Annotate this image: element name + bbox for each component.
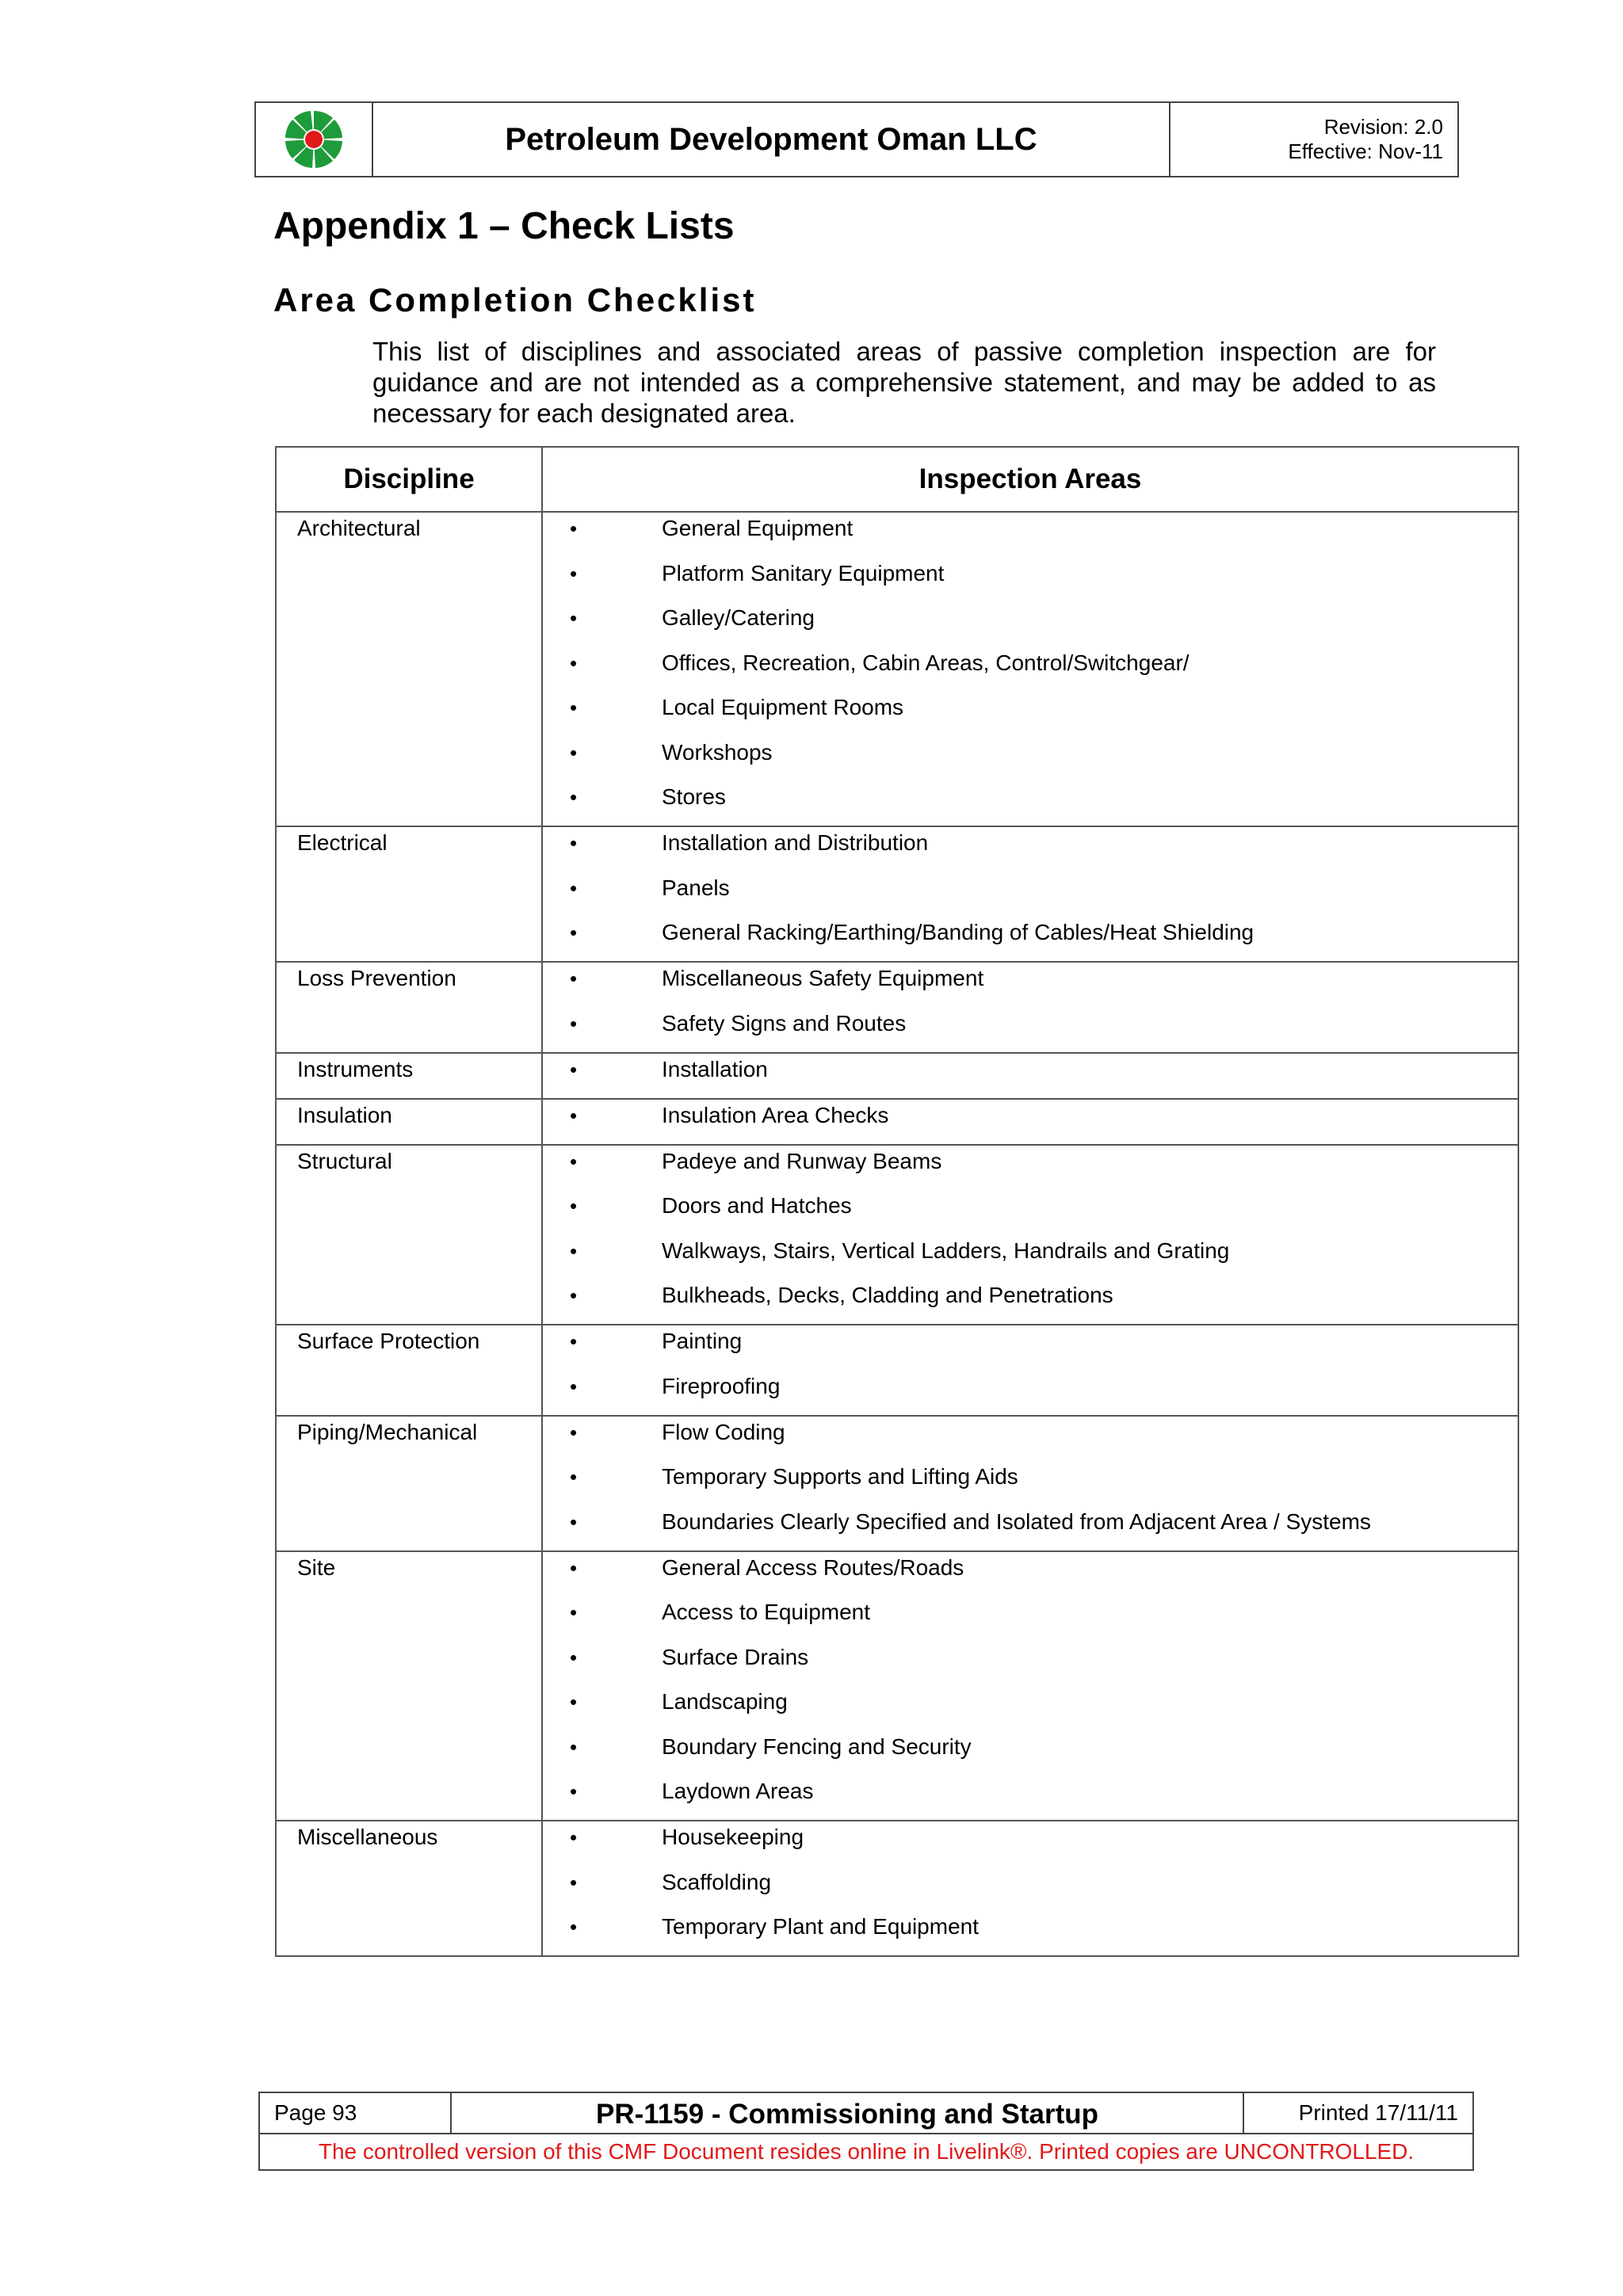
table-row	[276, 1099, 1518, 1145]
list-item	[543, 1642, 1518, 1687]
inspection-areas-cell	[542, 1145, 1518, 1325]
bullet-icon: •	[570, 1555, 578, 1580]
discipline-cell: Architectural	[276, 512, 542, 826]
inspection-area-text: Temporary Plant and Equipment	[662, 1914, 979, 1939]
bullet-icon: •	[570, 1734, 578, 1759]
table-body	[276, 512, 1518, 1956]
inspection-area-list	[543, 1146, 1518, 1325]
inspection-area-text: Laydown Areas	[662, 1779, 814, 1803]
bullet-icon: •	[570, 1465, 578, 1489]
inspection-area-text: Flow Coding	[662, 1419, 785, 1444]
list-item	[543, 1506, 1518, 1550]
inspection-area-list	[543, 1325, 1518, 1415]
bullet-icon: •	[570, 1103, 578, 1127]
inspection-area-list	[543, 1417, 1518, 1550]
inspection-area-list	[543, 1821, 1518, 1955]
inspection-area-list	[543, 963, 1518, 1052]
bullet-icon: •	[570, 1509, 578, 1534]
list-item	[543, 1100, 1518, 1144]
discipline-cell: Site	[276, 1551, 542, 1821]
inspection-area-list	[543, 1100, 1518, 1144]
discipline-header: Discipline	[276, 447, 542, 512]
inspection-area-text: General Access Routes/Roads	[662, 1554, 964, 1580]
bullet-icon: •	[570, 1329, 578, 1353]
inspection-area-text: Walkways, Stairs, Vertical Ladders, Handrails and Grating	[662, 1238, 1230, 1263]
inspection-area-text: Padeye and Runway Beams	[662, 1148, 942, 1173]
inspection-area-text: Doors and Hatches	[662, 1193, 852, 1218]
control-note: The controlled version of this CMF Document resides online in Livelink®. Printed copies are UNCONTROLLED.	[318, 2139, 1415, 2164]
list-item	[543, 1596, 1518, 1642]
bullet-icon: •	[570, 1149, 578, 1173]
bullet-icon: •	[570, 1238, 578, 1263]
inspection-area-text: Stores	[662, 784, 726, 809]
revision-block	[1170, 103, 1457, 176]
list-item	[543, 872, 1518, 917]
list-item	[543, 917, 1518, 961]
section-title: Area Completion Checklist	[273, 281, 757, 318]
list-item	[543, 963, 1518, 1008]
inspection-area-text: Bulkheads, Decks, Cladding and Penetrations	[662, 1283, 1113, 1307]
inspection-area-text: Boundary Fencing and Security	[662, 1733, 972, 1759]
checklist-table	[275, 446, 1519, 1957]
inspection-area-text: Temporary Supports and Lifting Aids	[662, 1464, 1018, 1489]
inspection-area-text: Housekeeping	[662, 1825, 804, 1849]
bullet-icon: •	[570, 1600, 578, 1624]
discipline-cell: Piping/Mechanical	[276, 1416, 542, 1551]
inspection-area-text: Platform Sanitary Equipment	[662, 560, 945, 585]
bullet-icon: •	[570, 1779, 578, 1803]
page-title: Appendix 1 – Check Lists	[273, 205, 735, 247]
inspection-areas-cell	[542, 1099, 1518, 1145]
company-name: Petroleum Development Oman LLC	[373, 103, 1170, 176]
bullet-icon: •	[570, 1870, 578, 1894]
bullet-icon: •	[570, 561, 578, 585]
list-item	[543, 513, 1518, 558]
list-item	[543, 1775, 1518, 1820]
revision-label: Revision: 2.0	[1323, 115, 1443, 139]
inspection-area-text: Scaffolding	[662, 1869, 772, 1894]
bullet-icon: •	[570, 831, 578, 855]
printed-date: Printed 17/11/11	[1298, 2100, 1458, 2125]
bullet-icon: •	[570, 1194, 578, 1218]
list-item	[543, 1371, 1518, 1415]
inspection-area-text: Workshops	[662, 739, 773, 765]
inspection-areas-header: Inspection Areas	[542, 447, 1518, 512]
inspection-area-text: Galley/Catering	[662, 605, 815, 630]
inspection-areas-cell	[542, 1416, 1518, 1551]
bullet-icon: •	[570, 1283, 578, 1307]
list-item	[543, 1280, 1518, 1324]
discipline-cell: Electrical	[276, 826, 542, 962]
pdo-logo-icon	[282, 108, 346, 171]
bullet-icon: •	[570, 1690, 578, 1714]
intro-paragraph: This list of disciplines and associated areas of passive completion inspection are for guidance and are not intended as a comprehensive statement, and may be added to as necessary for each designated area.	[372, 337, 1436, 428]
inspection-areas-cell	[542, 1821, 1518, 1956]
list-item	[543, 1235, 1518, 1280]
bullet-icon: •	[570, 606, 578, 630]
discipline-cell: Instruments	[276, 1053, 542, 1099]
inspection-area-text: Installation and Distribution	[662, 830, 929, 855]
inspection-area-list	[543, 1552, 1518, 1821]
list-item	[543, 1911, 1518, 1955]
discipline-cell: Insulation	[276, 1099, 542, 1145]
table-row	[276, 1416, 1518, 1551]
inspection-area-text: Fireproofing	[662, 1373, 781, 1398]
list-item	[543, 1731, 1518, 1776]
bullet-icon: •	[570, 1825, 578, 1849]
inspection-area-text: Insulation Area Checks	[662, 1102, 889, 1127]
bullet-icon: •	[570, 696, 578, 719]
bullet-icon: •	[570, 921, 578, 944]
page-footer	[258, 2092, 1474, 2171]
bullet-icon: •	[570, 875, 578, 900]
table-row	[276, 1053, 1518, 1099]
list-item	[543, 1325, 1518, 1371]
table-row	[276, 1325, 1518, 1416]
list-item	[543, 558, 1518, 603]
inspection-areas-cell	[542, 826, 1518, 962]
discipline-cell: Surface Protection	[276, 1325, 542, 1416]
bullet-icon: •	[570, 1420, 578, 1444]
list-item	[543, 692, 1518, 737]
inspection-areas-cell	[542, 512, 1518, 826]
inspection-areas-cell	[542, 1053, 1518, 1099]
table-row	[276, 962, 1518, 1053]
table-header-row	[276, 447, 1518, 512]
inspection-area-text: Miscellaneous Safety Equipment	[662, 966, 984, 990]
list-item	[543, 1417, 1518, 1462]
effective-label: Effective: Nov-11	[1288, 139, 1443, 163]
bullet-icon: •	[570, 1057, 578, 1081]
bullet-icon: •	[570, 1011, 578, 1035]
inspection-areas-cell	[542, 1551, 1518, 1821]
bullet-icon: •	[570, 1645, 578, 1669]
bullet-icon: •	[570, 517, 578, 540]
inspection-area-text: Offices, Recreation, Cabin Areas, Control/Switchgear/	[662, 650, 1190, 675]
bullet-icon: •	[570, 740, 578, 765]
table-row	[276, 1145, 1518, 1325]
discipline-cell: Miscellaneous	[276, 1821, 542, 1956]
list-item	[543, 1054, 1518, 1098]
discipline-cell: Structural	[276, 1145, 542, 1325]
list-item	[543, 647, 1518, 692]
inspection-area-list	[543, 827, 1518, 961]
list-item	[543, 737, 1518, 782]
list-item	[543, 1686, 1518, 1731]
list-item	[543, 1008, 1518, 1052]
inspection-area-text: General Racking/Earthing/Banding of Cables/Heat Shielding	[662, 920, 1254, 944]
bullet-icon: •	[570, 967, 578, 990]
inspection-area-text: Panels	[662, 875, 730, 900]
discipline-cell: Loss Prevention	[276, 962, 542, 1053]
inspection-area-text: Installation	[662, 1056, 768, 1081]
list-item	[543, 1190, 1518, 1235]
page-header	[254, 101, 1459, 177]
list-item	[543, 602, 1518, 647]
list-item	[543, 781, 1518, 826]
bullet-icon: •	[570, 785, 578, 809]
inspection-area-text: Surface Drains	[662, 1644, 809, 1669]
inspection-area-text: General Equipment	[662, 516, 854, 540]
footer-row	[260, 2093, 1472, 2134]
bullet-icon: •	[570, 1915, 578, 1939]
inspection-area-list	[543, 1054, 1518, 1098]
page-number: Page 93	[260, 2093, 452, 2133]
list-item	[543, 1146, 1518, 1191]
document-title: PR-1159 - Commissioning and Startup	[452, 2093, 1244, 2133]
list-item	[543, 1867, 1518, 1912]
inspection-area-text: Local Equipment Rooms	[662, 695, 904, 719]
table-row	[276, 512, 1518, 826]
bullet-icon: •	[570, 650, 578, 675]
list-item	[543, 1821, 1518, 1867]
inspection-area-text: Painting	[662, 1329, 743, 1353]
inspection-area-text: Access to Equipment	[662, 1600, 871, 1624]
table-row	[276, 826, 1518, 962]
list-item	[543, 827, 1518, 872]
bullet-icon: •	[570, 1374, 578, 1398]
list-item	[543, 1552, 1518, 1597]
inspection-area-text: Safety Signs and Routes	[662, 1010, 907, 1035]
logo-cell	[256, 103, 373, 176]
inspection-area-text: Boundaries Clearly Specified and Isolated from Adjacent Area / Systems	[662, 1508, 1371, 1534]
inspection-areas-cell	[542, 1325, 1518, 1416]
table-row	[276, 1551, 1518, 1821]
list-item	[543, 1461, 1518, 1506]
inspection-areas-cell	[542, 962, 1518, 1053]
inspection-area-list	[543, 513, 1518, 826]
table-row	[276, 1821, 1518, 1956]
inspection-area-text: Landscaping	[662, 1689, 788, 1714]
